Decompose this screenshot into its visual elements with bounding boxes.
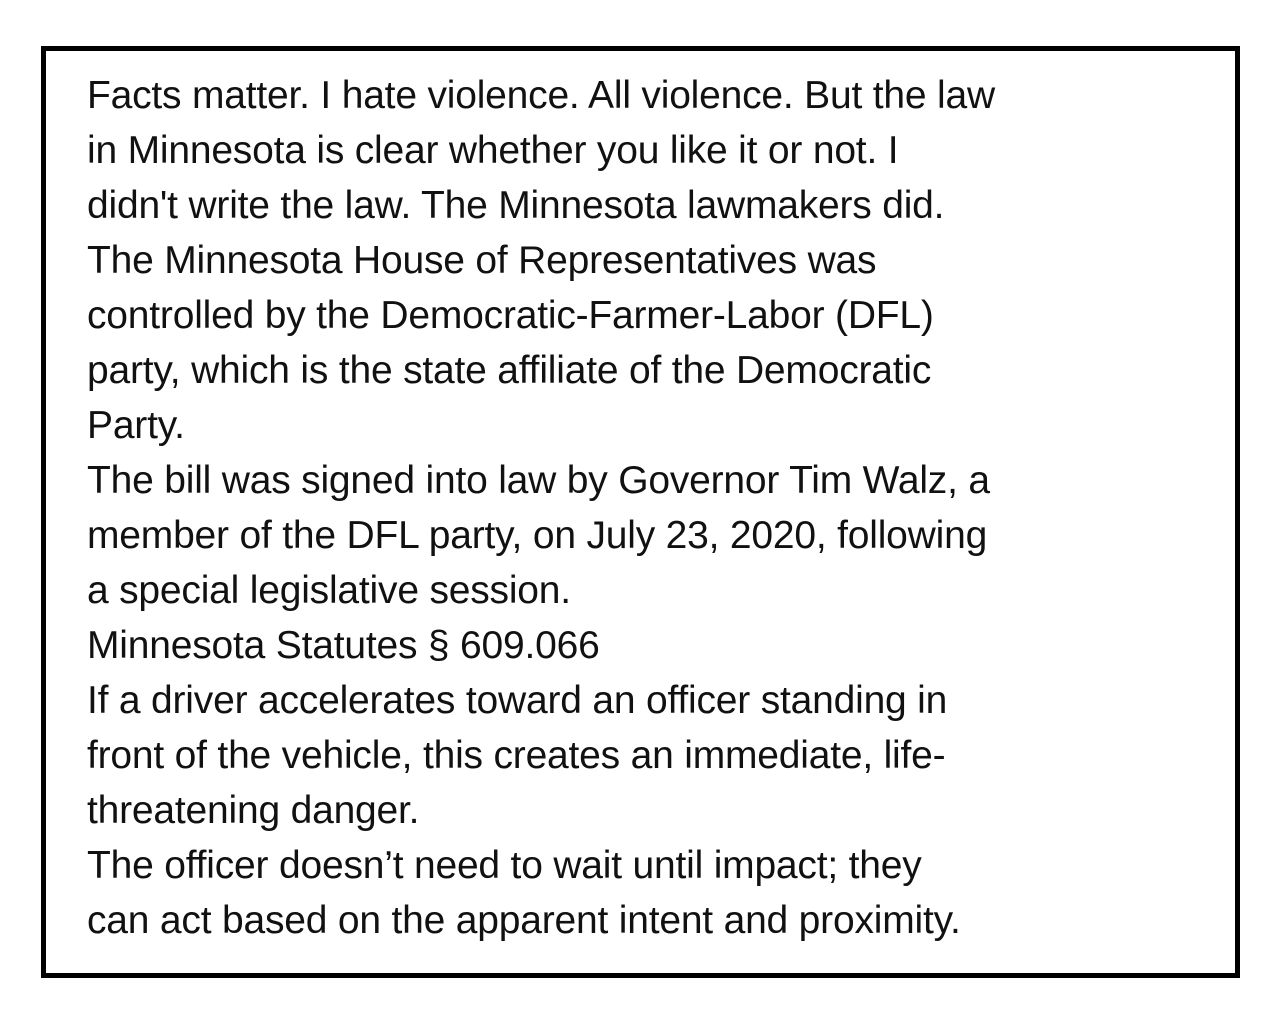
text-line: If a driver accelerates toward an officer standing in: [87, 679, 948, 722]
text-line: can act based on the apparent intent and proximity.: [87, 899, 961, 942]
text-line: Facts matter. I hate violence. All violence. But the law: [87, 74, 995, 117]
bordered-text-panel: [41, 46, 1240, 978]
text-line: party, which is the state affiliate of the Democratic: [87, 349, 932, 392]
text-line: The officer doesn’t need to wait until impact; they: [87, 844, 922, 887]
text-line: front of the vehicle, this creates an immediate, life-: [87, 734, 946, 777]
text-line: threatening danger.: [87, 789, 420, 832]
text-line: The Minnesota House of Representatives was: [87, 239, 877, 282]
text-line: The bill was signed into law by Governor Tim Walz, a: [87, 459, 990, 502]
text-line: controlled by the Democratic-Farmer-Labor (DFL): [87, 294, 934, 337]
text-line: member of the DFL party, on July 23, 2020, following: [87, 514, 988, 557]
text-line: Party.: [87, 404, 185, 447]
text-line: Minnesota Statutes § 609.066: [87, 624, 600, 667]
text-line: in Minnesota is clear whether you like it or not. I: [87, 129, 899, 172]
text-line: didn't write the law. The Minnesota lawmakers did.: [87, 184, 945, 227]
text-line: a special legislative session.: [87, 569, 571, 612]
